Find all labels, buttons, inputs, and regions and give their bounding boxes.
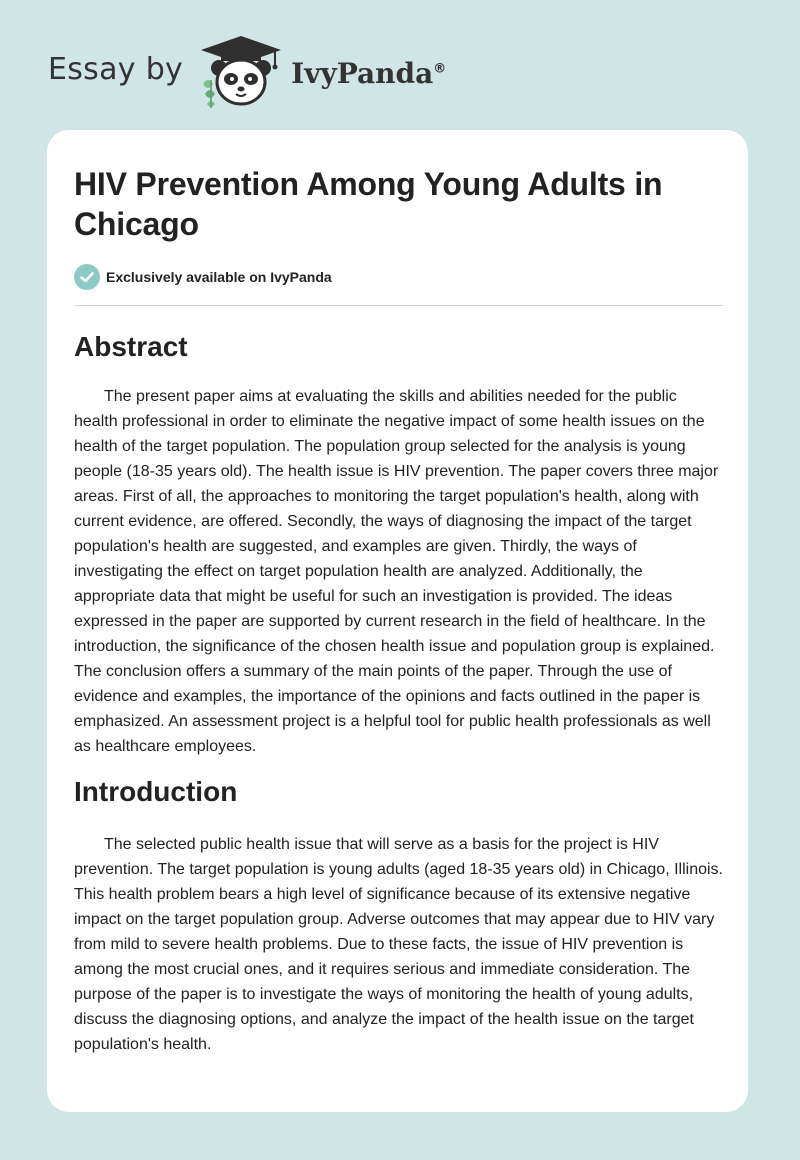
exclusive-badge <box>74 264 722 290</box>
section-heading-introduction: Introduction <box>74 776 238 807</box>
essay-card <box>47 130 748 1112</box>
essay-by-label: Essay by <box>48 51 184 87</box>
check-circle-icon <box>74 264 100 290</box>
section-body-introduction: The selected public health issue that will serve as a basis for the project is HIV prevention. The target population is young adults (aged 18-35 years old) in Chicago, Illinois. This health problem bears a high level of significance because of its extensive negative impact on the target population group. Adverse outcomes that may appear due to HIV vary from mild to severe health problems. Due to these facts, the issue of HIV prevention is among the most crucial ones, and it requires serious and immediate consideration. The purpose of the paper is to investigate the ways of monitoring the health of young adults, discuss the diagnosing options, and analyze the impact of the health issue on the target population's health. <box>74 836 723 1053</box>
exclusive-text: Exclusively available on IvyPanda <box>106 269 332 285</box>
section-heading-abstract: Abstract <box>74 331 188 362</box>
divider <box>74 305 723 306</box>
panda-graduate-icon <box>197 34 285 110</box>
brand-name[interactable] <box>291 57 446 90</box>
page-title: HIV Prevention Among Young Adults in Chicago <box>74 166 663 242</box>
brand-header <box>48 34 446 110</box>
brand-name-text: IvyPanda <box>291 56 434 90</box>
section-body-abstract: The present paper aims at evaluating the skills and abilities needed for the public health professional in order to eliminate the negative impact of some health issues on the health of the target population. The population group selected for the analysis is young people (18-35 years old). The health issue is HIV prevention. The paper covers three major areas. First of all, the approaches to monitoring the target population's health, along with current evidence, are offered. Secondly, the ways of diagnosing the impact of the target population's health are suggested, and examples are given. Thirdly, the ways of investigating the effect on target population health are analyzed. Additionally, the appropriate data that might be useful for such an investigation is provided. The ideas expressed in the paper are supported by current research in the field of healthcare. In the introduction, the significance of the chosen health issue and population group is explained. The conclusion offers a summary of the main points of the paper. Through the use of evidence and examples, the importance of the opinions and facts outlined in the paper is emphasized. An assessment project is a helpful tool for public health professionals as well as healthcare employees. <box>74 388 719 755</box>
registered-mark: ® <box>433 61 447 77</box>
